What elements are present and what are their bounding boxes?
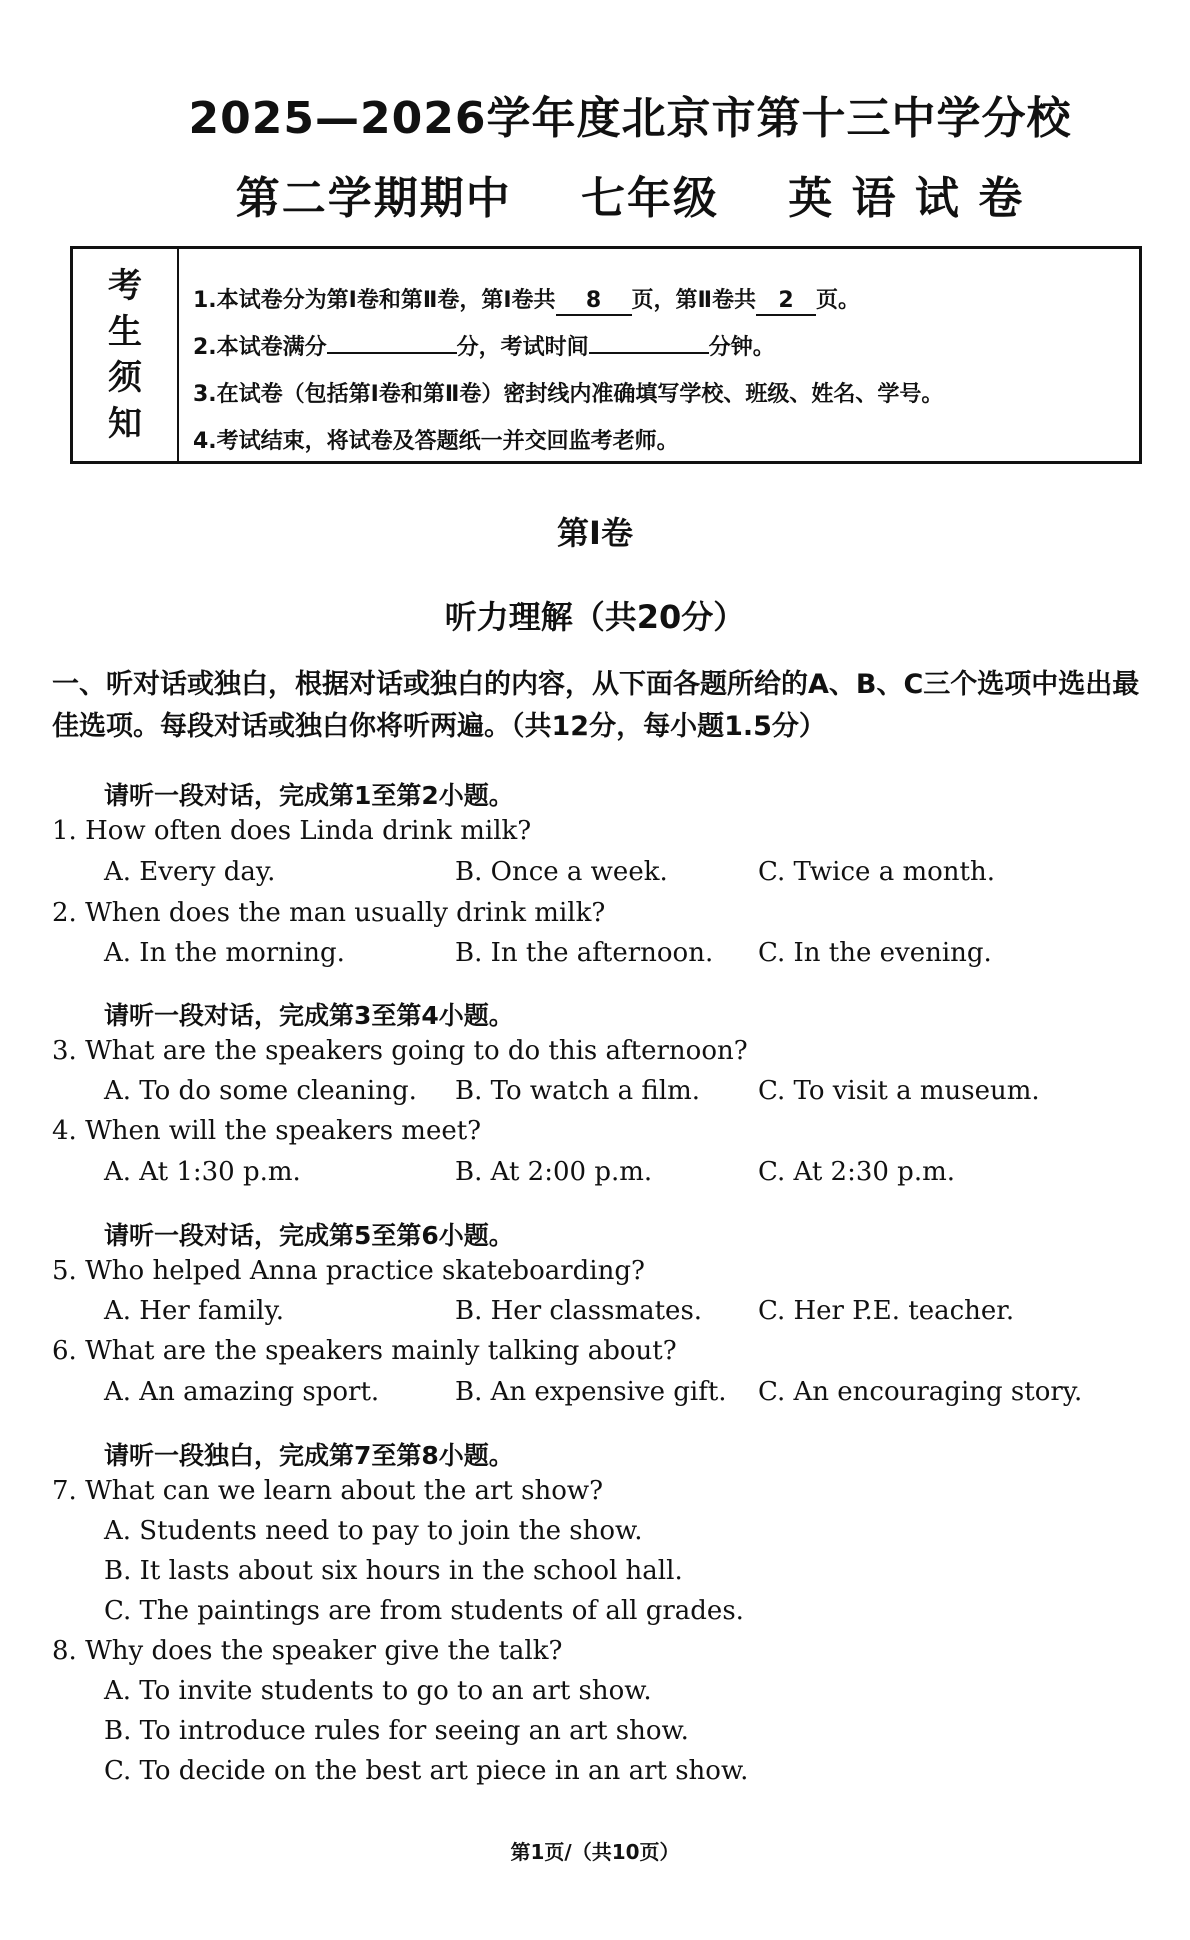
question-3: 3. What are the speakers going to do this afternoon? (52, 1036, 748, 1066)
option-b[interactable]: B. In the afternoon. (455, 938, 714, 968)
option-b[interactable]: B. Once a week. (455, 857, 668, 887)
exam-title-line1: 2025—2026学年度北京市第十三中学分校 (188, 93, 1072, 144)
option-a[interactable]: A. Her family. (104, 1296, 284, 1326)
page-count-blank-1: 8 (556, 288, 632, 316)
listening-prompt: 请听一段对话，完成第3至第4小题。 (104, 1001, 514, 1030)
notice-item-3: 3.在试卷（包括第Ⅰ卷和第Ⅱ卷）密封线内准确填写学校、班级、姓名、学号。 (193, 382, 944, 407)
volume-title: 第Ⅰ卷 (557, 514, 633, 552)
question-2: 2. When does the man usually drink milk? (52, 898, 606, 928)
page-count-blank-2: 2 (756, 288, 816, 316)
notice-item-1 (193, 277, 1139, 324)
option-c[interactable]: C. An encouraging story. (758, 1377, 1083, 1407)
option-c[interactable]: C. Her P.E. teacher. (758, 1296, 1015, 1326)
exam-title-line2: 第二学期期中 七年级 英 语 试 卷 (235, 173, 1025, 224)
notice-item-2-suffix: 分钟。 (708, 335, 775, 360)
notice-item-4: 4.考试结束，将试卷及答题纸一并交回监考老师。 (193, 429, 679, 454)
option-c[interactable]: C. To decide on the best art piece in an art show. (104, 1756, 749, 1786)
notice-item-1-mid: 页，第Ⅱ卷共 (631, 288, 757, 313)
question-7: 7. What can we learn about the art show? (52, 1476, 604, 1506)
notice-label (73, 249, 179, 461)
question-5-options (0, 1296, 1190, 1332)
full-score-blank (327, 352, 457, 354)
notice-item-1-prefix: 1.本试卷分为第Ⅰ卷和第Ⅱ卷，第Ⅰ卷共 (193, 288, 556, 313)
part-one-instruction: 一、听对话或独白，根据对话或独白的内容，从下面各题所给的A、B、C三个选项中选出最佳选项。每段对话或独白你将听两遍。（共12分，每小题1.5分） (52, 669, 1140, 742)
option-b[interactable]: B. At 2:00 p.m. (455, 1157, 653, 1187)
option-a[interactable]: A. To do some cleaning. (104, 1076, 417, 1106)
notice-items (179, 249, 1139, 461)
question-4: 4. When will the speakers meet? (52, 1116, 482, 1146)
option-a[interactable]: A. To invite students to go to an art show. (104, 1676, 652, 1706)
notice-label-char: 生 (108, 312, 142, 352)
option-c[interactable]: C. At 2:30 p.m. (758, 1157, 956, 1187)
option-c[interactable]: C. To visit a museum. (758, 1076, 1040, 1106)
question-5: 5. Who helped Anna practice skateboarding? (52, 1256, 645, 1286)
section-title: 听力理解（共20分） (444, 598, 746, 636)
page-footer: 第1页/（共10页） (510, 1840, 680, 1864)
option-b[interactable]: B. An expensive gift. (455, 1377, 727, 1407)
notice-label-char: 知 (108, 404, 142, 444)
question-6: 6. What are the speakers mainly talking about? (52, 1336, 677, 1366)
question-1: 1. How often does Linda drink milk? (52, 816, 532, 846)
exam-notice-box (70, 246, 1142, 464)
question-6-options (0, 1377, 1190, 1413)
notice-item-2-prefix: 2.本试卷满分 (193, 335, 327, 360)
option-a[interactable]: A. At 1:30 p.m. (104, 1157, 301, 1187)
listening-prompt: 请听一段独白，完成第7至第8小题。 (104, 1441, 514, 1470)
option-c[interactable]: C. In the evening. (758, 938, 992, 968)
question-3-options (0, 1076, 1190, 1112)
option-a[interactable]: A. In the morning. (104, 938, 345, 968)
option-b[interactable]: B. Her classmates. (455, 1296, 703, 1326)
exam-time-blank (589, 352, 709, 354)
option-a[interactable]: A. Every day. (104, 857, 276, 887)
question-1-options (0, 857, 1190, 893)
notice-item-2 (193, 324, 1139, 371)
listening-prompt: 请听一段对话，完成第1至第2小题。 (104, 781, 514, 810)
question-2-options (0, 938, 1190, 974)
listening-prompt: 请听一段对话，完成第5至第6小题。 (104, 1221, 514, 1250)
option-a[interactable]: A. Students need to pay to join the show. (104, 1516, 643, 1546)
notice-label-char: 须 (108, 358, 142, 398)
option-c[interactable]: C. The paintings are from students of all grades. (104, 1596, 744, 1626)
option-c[interactable]: C. Twice a month. (758, 857, 995, 887)
option-a[interactable]: A. An amazing sport. (104, 1377, 380, 1407)
option-b[interactable]: B. It lasts about six hours in the school hall. (104, 1556, 683, 1586)
notice-label-char: 考 (108, 266, 142, 306)
notice-item-2-mid: 分，考试时间 (456, 335, 589, 360)
notice-item-1-suffix: 页。 (816, 288, 861, 313)
question-8: 8. Why does the speaker give the talk? (52, 1636, 563, 1666)
question-4-options (0, 1157, 1190, 1193)
option-b[interactable]: B. To watch a film. (455, 1076, 700, 1106)
option-b[interactable]: B. To introduce rules for seeing an art show. (104, 1716, 689, 1746)
